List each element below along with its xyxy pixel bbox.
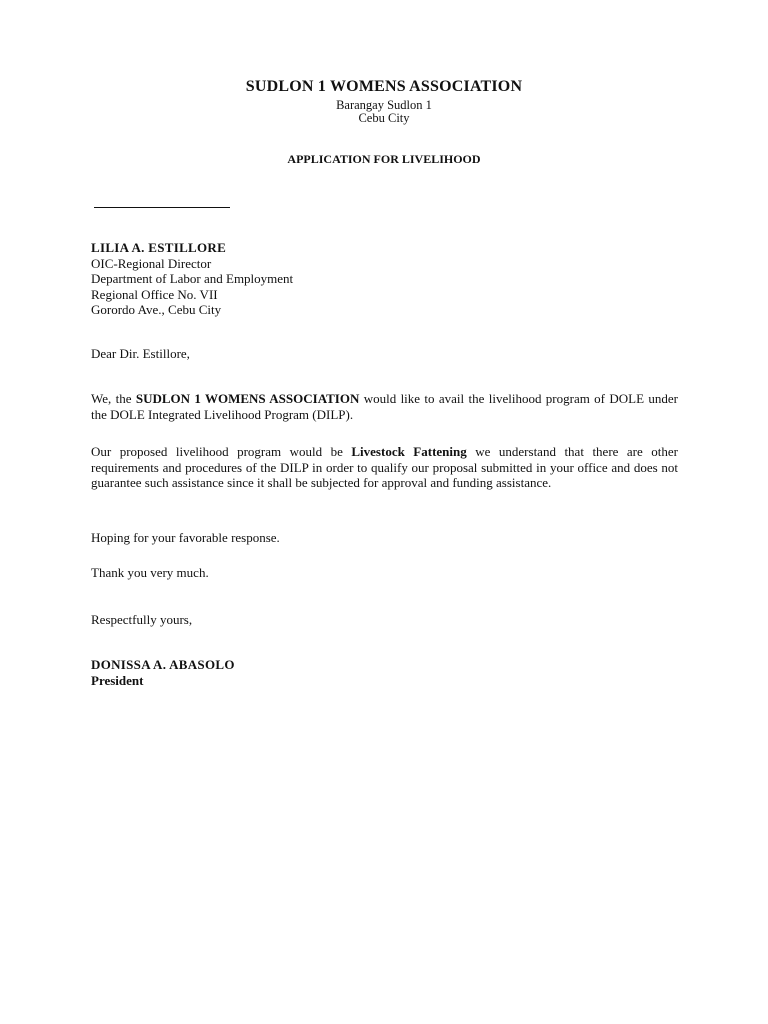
recipient-name: LILIA A. ESTILLORE [91,240,227,255]
paragraph-2-bold: Livestock Fattening [351,444,467,459]
recipient-office: Regional Office No. VII [91,286,218,302]
paragraph-4: Thank you very much. [91,565,209,580]
organization-address-line2: Cebu City [358,111,410,125]
salutation: Dear Dir. Estillore, [91,346,190,361]
paragraph-1-suffix: would like to avail the livelihood program of DOLE under the DOLE Integrated Livelihood Program (DILP). [91,391,678,422]
recipient-address: Gorordo Ave., Cebu City [91,302,222,317]
signer-block [91,657,678,688]
signer-name: DONISSA A. ABASOLO [91,657,235,672]
organization-address-line1: Barangay Sudlon 1 [336,98,432,112]
signer-title: President [91,672,144,688]
paragraph-3: Hoping for your favorable response. [91,530,280,545]
date-blank-line [94,207,230,208]
recipient-department: Department of Labor and Employment [91,271,294,286]
recipient-title: OIC-Regional Director [91,255,212,271]
paragraph-1 [91,391,678,422]
paragraph-2 [91,444,678,491]
paragraph-1-bold: SUDLON 1 WOMENS ASSOCIATION [135,391,360,406]
letter-subject: APPLICATION FOR LIVELIHOOD [287,152,481,166]
organization-name: SUDLON 1 WOMENS ASSOCIATION [245,78,523,95]
paragraph-2-suffix: we understand that there are other requirements and procedures of the DILP in order to qualify our proposal submitted in your office and does not guarantee such assistance since it shall be subjected for approval and funding assistance. [91,444,678,490]
paragraph-2-prefix: Our proposed livelihood program would be [91,444,352,459]
paragraph-1-prefix: We, the [91,391,136,406]
recipient-block [91,240,678,318]
closing: Respectfully yours, [91,612,193,627]
